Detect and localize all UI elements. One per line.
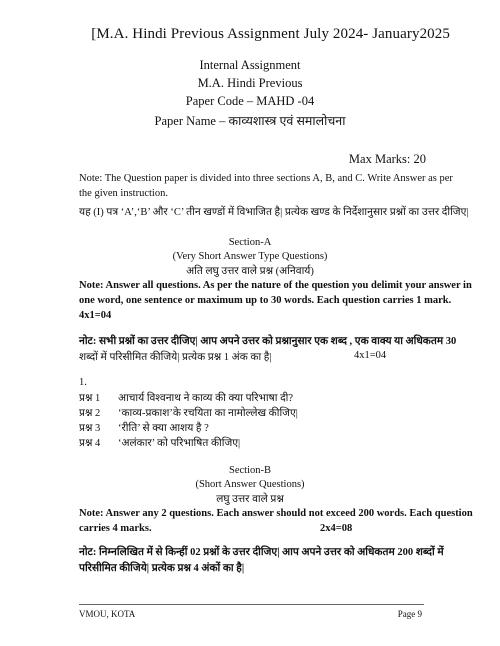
question-text: ‘अलंकार’ को परिभाषित कीजिए| (118, 438, 241, 449)
footer-divider (79, 604, 424, 605)
section-a-hindi-note-line1: नोट: सभी प्रश्नों का उत्तर दीजिए| आप अपने उत्तर को प्रश्नानुसार एक शब्द , एक वाक्य या अधिकतम 30 (79, 336, 457, 347)
section-a-note-line2: one word, one sentence or maximum up to 30 words. Each question carries 1 mark. (79, 295, 452, 306)
section-a-title: Section-A (228, 237, 272, 248)
footer-page-number: Page 9 (397, 609, 422, 619)
section-a-note-line1: Note: Answer all questions. As per the nature of the question you delimit your answer in (79, 280, 472, 291)
section-a-hindi-marks: 4x1=04 (354, 350, 387, 361)
general-note-line1: Note: The Question paper is divided into three sections A, B, and C. Write Answer as per (79, 173, 453, 184)
page-header (0, 12, 500, 46)
section-b-hindi-note-line1: नोट: निम्नलिखित में से किन्हीं 02 प्रश्नों के उत्तर दीजिए| आप अपने उत्तर को अधिकतम 200 शब्दों में (79, 547, 444, 558)
section-b-hindi-title: लघु उत्तर वाले प्रश्न (216, 494, 284, 505)
question-label: प्रश्न 1 (79, 393, 101, 404)
section-b-hindi-note-line2: परिसीमित कीजिये| प्रत्येक प्रश्न 4 अंकों का है| (79, 563, 245, 574)
section-b-note-line1: Note: Answer any 2 questions. Each answer should not exceed 200 words. Each question (79, 508, 473, 519)
max-marks: Max Marks: 20 (348, 152, 426, 166)
assignment-type: Internal Assignment (199, 58, 301, 72)
section-b-subtitle: (Short Answer Questions) (195, 479, 305, 490)
question-label: प्रश्न 2 (79, 408, 101, 419)
section-a-number: 1. (79, 377, 87, 388)
general-note-hindi: यह (I) पत्र ‘A’,‘B’ और ‘C’ तीन खण्डों में विभाजित है| प्रत्येक खण्ड के निर्देशानुसार प्रश्नों का उत्तर दीजिए| (79, 207, 469, 218)
paper-name: Paper Name – काव्यशास्त्र एवं समालोचना (154, 114, 346, 128)
paper-code: Paper Code – MAHD -04 (185, 94, 315, 108)
question-label: प्रश्न 4 (79, 438, 101, 449)
section-b-marks: 2x4=08 (320, 523, 353, 534)
question-text: ‘काव्य-प्रकाश’के रचयिता का नामोल्लेख कीजिए| (118, 408, 298, 419)
general-note-line2: the given instruction. (79, 188, 168, 199)
section-a-subtitle: (Very Short Answer Type Questions) (172, 251, 328, 262)
footer-left: VMOU, KOTA (79, 609, 136, 619)
question-label: प्रश्न 3 (79, 423, 101, 434)
section-b-note-line2: carries 4 marks. (79, 523, 152, 534)
section-a-hindi-title: अति लघु उत्तर वाले प्रश्न (अनिवार्य) (186, 266, 314, 277)
header-title: [M.A. Hindi Previous Assignment July 2024- January2025 (91, 26, 450, 42)
question-text: ‘रीति’ से क्या आशय है ? (118, 423, 209, 434)
course-name: M.A. Hindi Previous (197, 76, 303, 90)
section-a-marks: 4x1=04 (79, 310, 112, 321)
section-a-hindi-note-line2: शब्दों में परिसीमित कीजिये| प्रत्येक प्रश्न 1 अंक का है| (79, 352, 272, 363)
question-text: आचार्य विश्वनाथ ने काव्य की क्या परिभाषा दी? (118, 393, 294, 404)
section-b-title: Section-B (229, 465, 271, 476)
